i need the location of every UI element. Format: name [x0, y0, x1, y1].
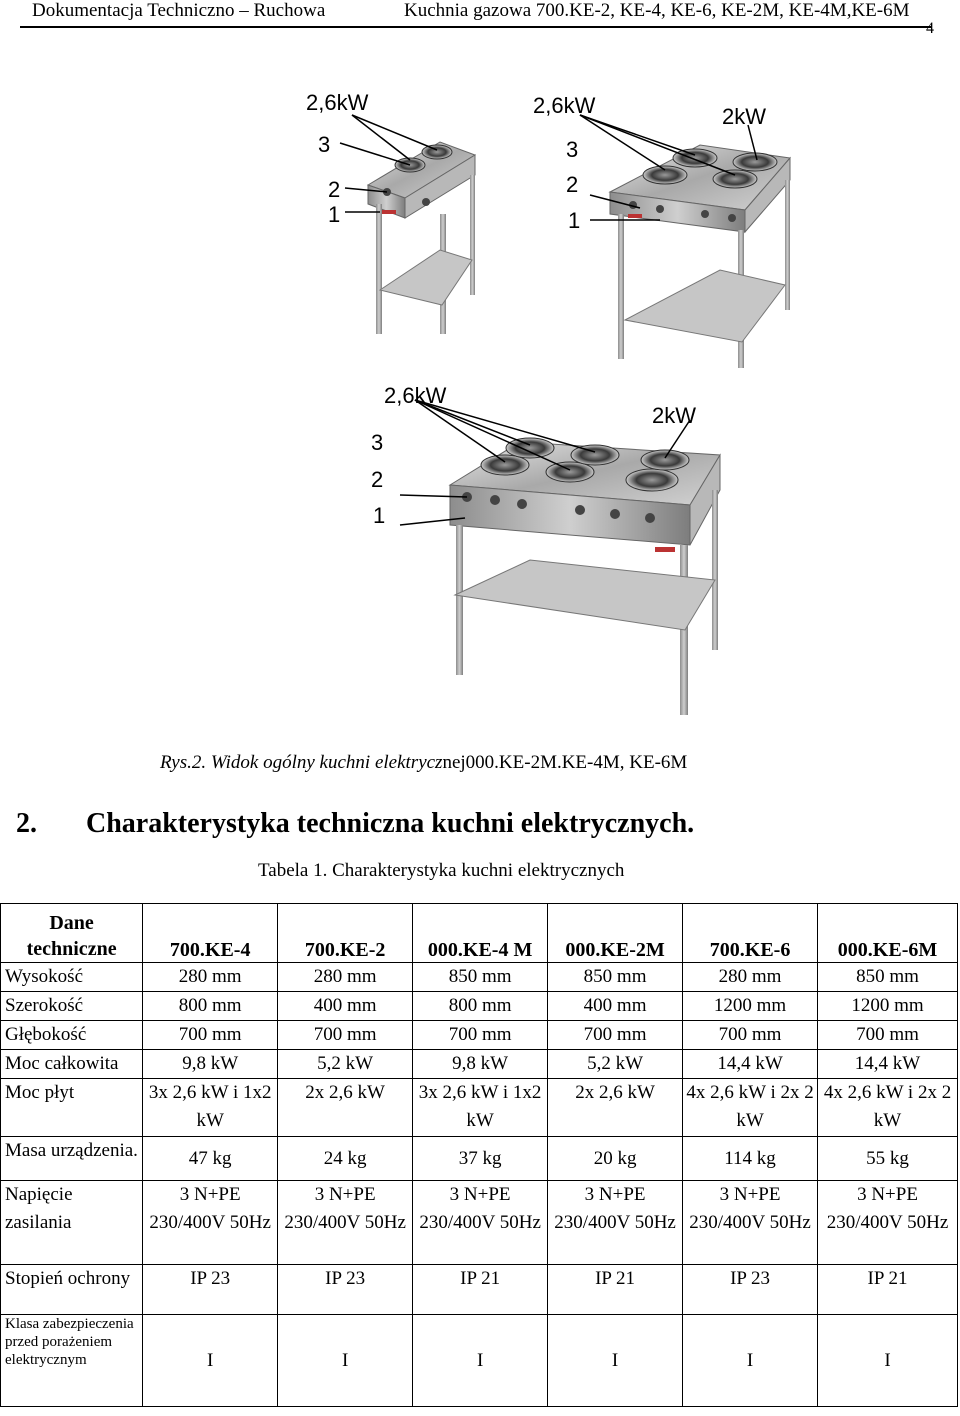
label-num-1-a: 1	[328, 202, 341, 227]
table-cell: I	[413, 1315, 548, 1407]
table-cell: IP 23	[278, 1265, 413, 1315]
table-cell: I	[143, 1315, 278, 1407]
col-header: 000.KE-2M	[548, 904, 683, 963]
table-row	[1, 1265, 958, 1315]
table-header-first	[1, 904, 143, 963]
table-cell: 3 N+PE 230/400V 50Hz	[548, 1181, 683, 1265]
table-row	[1, 1050, 958, 1079]
table-row	[1, 1021, 958, 1050]
table-body	[1, 963, 958, 1407]
section-heading	[16, 808, 694, 840]
header-dane: Dane	[49, 912, 94, 934]
table-cell: I	[278, 1315, 413, 1407]
table-cell: 3x 2,6 kW i 1x2 kW	[143, 1079, 278, 1137]
cooker-ke-2m	[368, 142, 475, 334]
table-cell: 24 kg	[278, 1137, 413, 1181]
table-row	[1, 992, 958, 1021]
label-power-2-6kw-a: 2,6kW	[306, 90, 369, 115]
label-num-2-a: 2	[328, 177, 341, 202]
table-header-row	[1, 904, 958, 963]
table-cell: 3 N+PE 230/400V 50Hz	[818, 1181, 958, 1265]
table-cell: 280 mm	[278, 963, 413, 992]
label-num-3-a: 3	[318, 132, 331, 157]
cookers-figure	[0, 80, 960, 760]
figure-caption	[160, 752, 687, 774]
table-cell: 9,8 kW	[143, 1050, 278, 1079]
table-cell: I	[683, 1315, 818, 1407]
spec-table	[0, 903, 958, 1407]
row-label: Głębokość	[1, 1021, 143, 1050]
table-row	[1, 1181, 958, 1265]
page-number: 4	[926, 20, 934, 37]
row-label: Napięcie zasilania	[1, 1181, 143, 1265]
cooker-ke-4m	[610, 145, 790, 368]
col-header: 000.KE-6M	[818, 904, 958, 963]
table-cell: 4x 2,6 kW i 2x 2 kW	[818, 1079, 958, 1137]
figure-caption-italic: Rys.2. Widok ogólny kuchni elektrycz	[160, 752, 443, 773]
col-header: 700.KE-4	[143, 904, 278, 963]
table-cell: 5,2 kW	[278, 1050, 413, 1079]
header-left-title: Dokumentacja Techniczno – Ruchowa	[32, 0, 326, 21]
table-cell: 700 mm	[818, 1021, 958, 1050]
table-cell: 3 N+PE 230/400V 50Hz	[413, 1181, 548, 1265]
table-cell: 55 kg	[818, 1137, 958, 1181]
label-power-2-6kw-b: 2,6kW	[533, 93, 596, 118]
table-cell: 700 mm	[143, 1021, 278, 1050]
table-cell: 114 kg	[683, 1137, 818, 1181]
table-cell: 14,4 kW	[683, 1050, 818, 1079]
label-num-2-c: 2	[371, 467, 384, 492]
table-cell: 3 N+PE 230/400V 50Hz	[683, 1181, 818, 1265]
page-header	[20, 0, 935, 30]
table-cell: I	[548, 1315, 683, 1407]
table-title: Tabela 1. Charakterystyka kuchni elektrycznych	[258, 860, 625, 881]
label-power-2kw-c: 2kW	[652, 403, 696, 428]
table-cell: 280 mm	[143, 963, 278, 992]
row-label: Stopień ochrony	[1, 1265, 143, 1315]
label-num-2-b: 2	[566, 172, 579, 197]
table-cell: 700 mm	[683, 1021, 818, 1050]
table-cell: 3x 2,6 kW i 1x2 kW	[413, 1079, 548, 1137]
table-cell: IP 21	[818, 1265, 958, 1315]
header-rule	[20, 26, 932, 28]
label-power-2-6kw-c: 2,6kW	[384, 383, 447, 408]
row-label: Moc całkowita	[1, 1050, 143, 1079]
cookers-illustration	[0, 80, 960, 760]
table-cell: 850 mm	[413, 963, 548, 992]
table-cell: 700 mm	[413, 1021, 548, 1050]
col-header: 700.KE-6	[683, 904, 818, 963]
table-cell: 2x 2,6 kW	[278, 1079, 413, 1137]
figure-caption-rest: nej000.KE-2M.KE-4M, KE-6M	[442, 752, 688, 773]
table-row	[1, 1079, 958, 1137]
table-cell: 4x 2,6 kW i 2x 2 kW	[683, 1079, 818, 1137]
cooker-ke-6m	[450, 438, 720, 715]
table-cell: IP 21	[548, 1265, 683, 1315]
table-cell: 1200 mm	[683, 992, 818, 1021]
table-cell: 800 mm	[143, 992, 278, 1021]
table-cell: 800 mm	[413, 992, 548, 1021]
table-cell: IP 23	[143, 1265, 278, 1315]
table-cell: 3 N+PE 230/400V 50Hz	[278, 1181, 413, 1265]
label-power-2kw-b: 2kW	[722, 104, 766, 129]
table-cell: 37 kg	[413, 1137, 548, 1181]
table-cell: 850 mm	[548, 963, 683, 992]
row-label: Szerokość	[1, 992, 143, 1021]
table-cell: IP 23	[683, 1265, 818, 1315]
col-header: 000.KE-4 M	[413, 904, 548, 963]
row-label: Wysokość	[1, 963, 143, 992]
section-title: Charakterystyka techniczna kuchni elektrycznych.	[86, 808, 695, 839]
table-row	[1, 1137, 958, 1181]
table-cell: 20 kg	[548, 1137, 683, 1181]
table-cell: 14,4 kW	[818, 1050, 958, 1079]
table-cell: 3 N+PE 230/400V 50Hz	[143, 1181, 278, 1265]
table-cell: 2x 2,6 kW	[548, 1079, 683, 1137]
label-num-3-c: 3	[371, 430, 384, 455]
table-cell: 700 mm	[278, 1021, 413, 1050]
table-cell: 400 mm	[548, 992, 683, 1021]
label-num-1-b: 1	[568, 208, 581, 233]
table-row	[1, 1315, 958, 1407]
row-label: Moc płyt	[1, 1079, 143, 1137]
label-num-3-b: 3	[566, 137, 579, 162]
table-cell: 47 kg	[143, 1137, 278, 1181]
header-techniczne: techniczne	[26, 938, 117, 960]
section-number: 2.	[16, 808, 37, 839]
table-cell: IP 21	[413, 1265, 548, 1315]
row-label: Masa urządzenia.	[1, 1137, 143, 1181]
table-row	[1, 963, 958, 992]
table-cell: 5,2 kW	[548, 1050, 683, 1079]
table-cell: 850 mm	[818, 963, 958, 992]
row-label: Klasa zabezpieczenia przed porażeniem elektrycznym	[1, 1315, 143, 1407]
label-num-1-c: 1	[373, 503, 386, 528]
col-header: 700.KE-2	[278, 904, 413, 963]
table-cell: 400 mm	[278, 992, 413, 1021]
table-cell: 280 mm	[683, 963, 818, 992]
table-cell: 1200 mm	[818, 992, 958, 1021]
header-right-title: Kuchnia gazowa 700.KE-2, KE-4, KE-6, KE-2M, KE-4M,KE-6M	[404, 0, 910, 21]
table-cell: 700 mm	[548, 1021, 683, 1050]
table-cell: I	[818, 1315, 958, 1407]
table-cell: 9,8 kW	[413, 1050, 548, 1079]
